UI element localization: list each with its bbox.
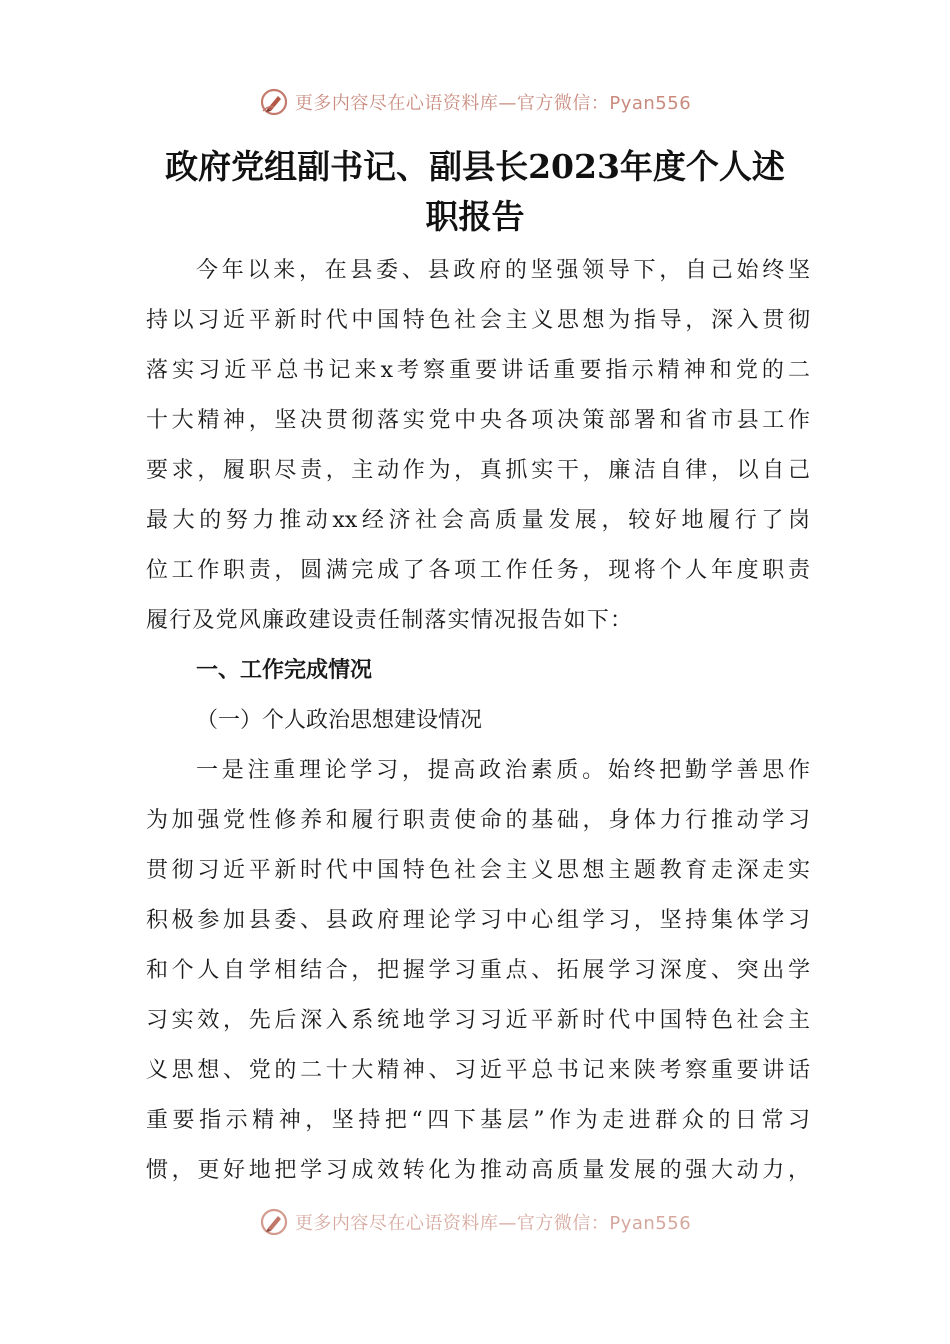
subsection-heading: （一）个人政治思想建设情况 (196, 708, 483, 733)
watermark-header (0, 86, 950, 118)
document-title (130, 142, 820, 242)
paragraph-line: 履行及党风廉政建设责任制落实情况报告如下： (146, 608, 634, 633)
paragraph-line: 落实习近平总书记来x考察重要讲话重要指示精神和党的二 (146, 358, 810, 383)
watermark-text: 更多内容尽在心语资料库—官方微信：Pyan556 (294, 1213, 692, 1234)
watermark-footer (0, 1206, 950, 1238)
paragraph-line: 和个人自学相结合，把握学习重点、拓展学习深度、突出学 (146, 958, 810, 983)
title-line-2: 职报告 (425, 197, 525, 236)
paragraph-line: 十大精神，坚决贯彻落实党中央各项决策部署和省市县工作 (146, 408, 810, 433)
section-heading: 一、工作完成情况 (196, 658, 373, 683)
watermark-text: 更多内容尽在心语资料库—官方微信：Pyan556 (294, 93, 692, 114)
paragraph-line: 最大的努力推动xx经济社会高质量发展，较好地履行了岗 (146, 508, 810, 533)
paragraph-line: 今年以来，在县委、县政府的坚强领导下，自己始终坚 (196, 258, 810, 283)
paragraph-line: 义思想、党的二十大精神、习近平总书记来陕考察重要讲话 (146, 1058, 810, 1083)
paragraph-line: 习实效，先后深入系统地学习习近平新时代中国特色社会主 (146, 1008, 810, 1033)
document-body (146, 246, 810, 1196)
pen-logo-icon (259, 87, 289, 117)
paragraph-line: 贯彻习近平新时代中国特色社会主义思想主题教育走深走实 (146, 858, 810, 883)
paragraph-line: 持以习近平新时代中国特色社会主义思想为指导，深入贯彻 (146, 308, 810, 333)
paragraph-line: 积极参加县委、县政府理论学习中心组学习，坚持集体学习 (146, 908, 810, 933)
paragraph-line: 惯，更好地把学习成效转化为推动高质量发展的强大动力， (146, 1158, 810, 1183)
title-line-1: 政府党组副书记、副县长2023年度个人述 (165, 147, 785, 186)
paragraph-line: 要求，履职尽责，主动作为，真抓实干，廉洁自律，以自己 (146, 458, 810, 483)
paragraph-line: 一是注重理论学习，提高政治素质。始终把勤学善思作 (196, 758, 810, 783)
paragraph-line: 重要指示精神，坚持把“四下基层”作为走进群众的日常习 (146, 1108, 810, 1133)
pen-logo-icon (259, 1207, 289, 1237)
paragraph-line: 位工作职责，圆满完成了各项工作任务，现将个人年度职责 (146, 558, 810, 583)
paragraph-line: 为加强党性修养和履行职责使命的基础，身体力行推动学习 (146, 808, 810, 833)
